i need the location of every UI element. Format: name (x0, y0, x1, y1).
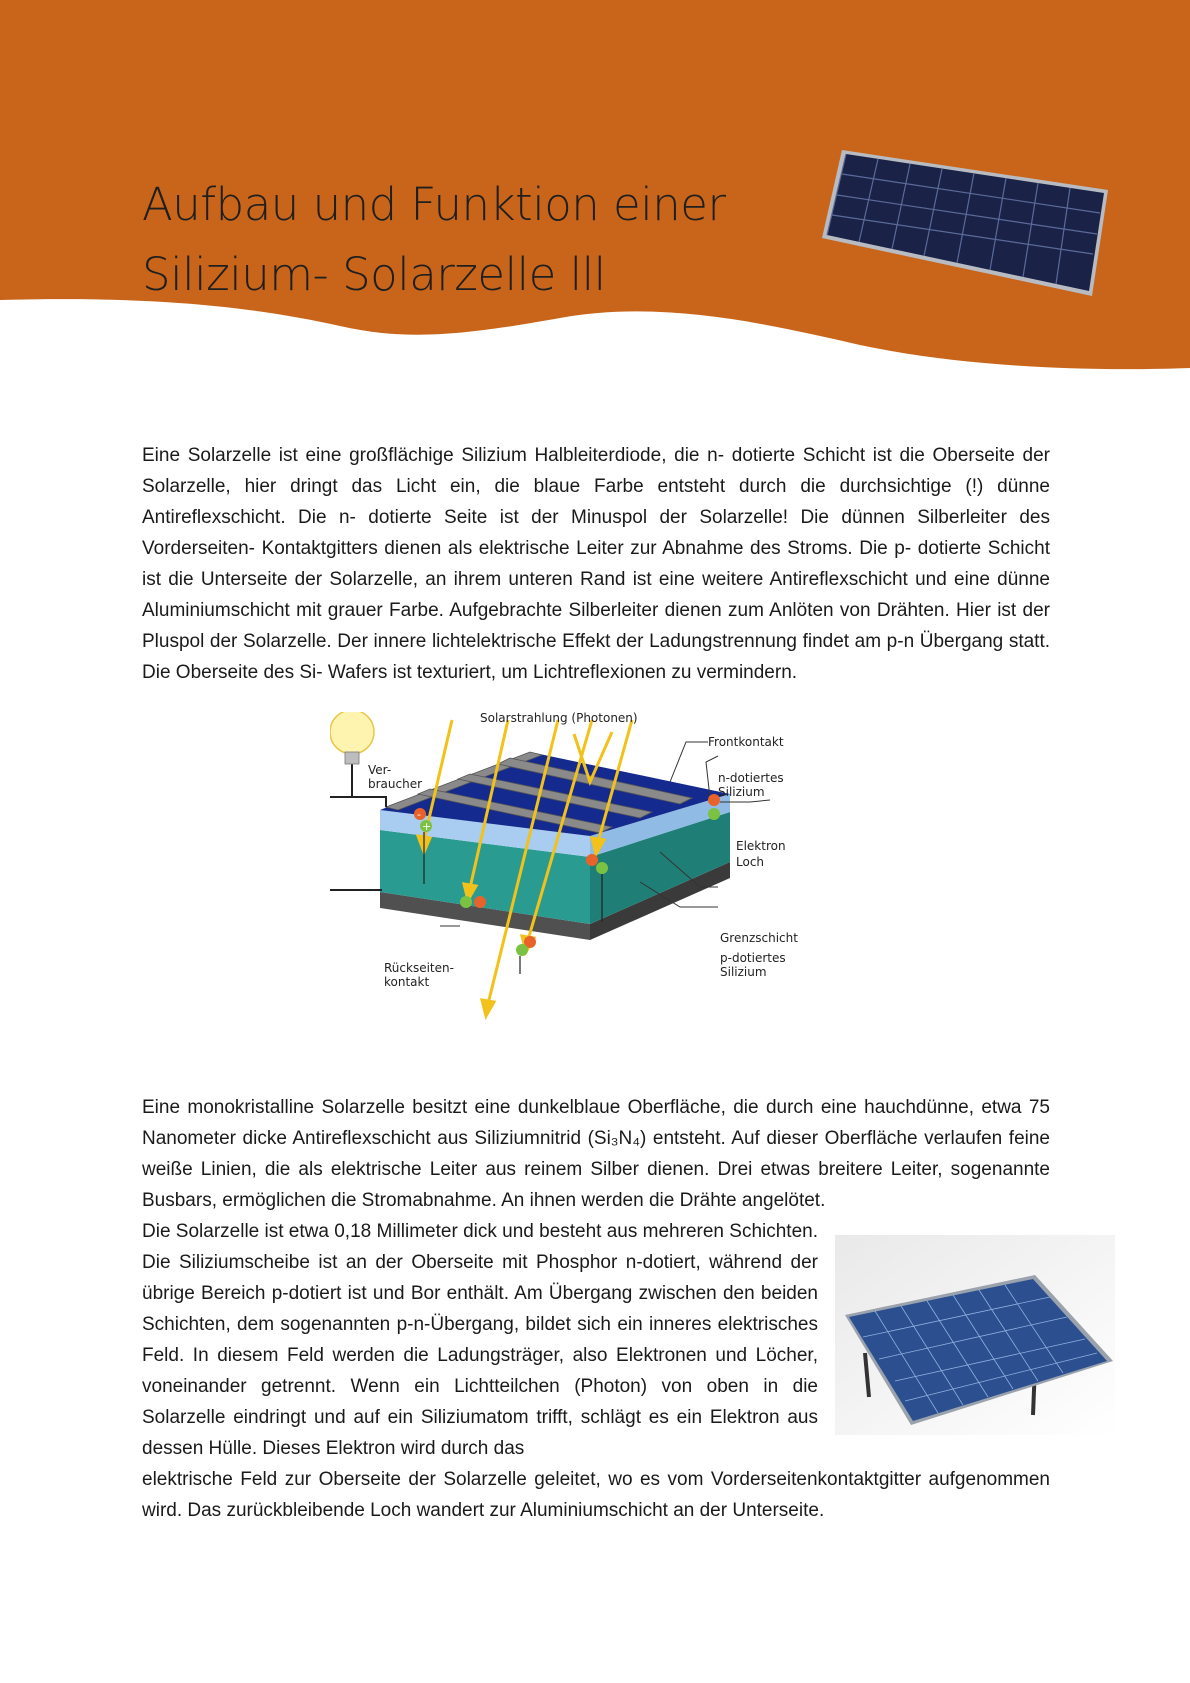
label-hole: Loch (736, 855, 765, 869)
hole-icon-2 (460, 896, 472, 908)
label-radiation: Solarstrahlung (Photonen) (480, 712, 638, 725)
label-p-doped-2: Silizium (720, 965, 767, 979)
bulb-socket (345, 752, 359, 764)
hole-sign: + (422, 820, 432, 833)
bulb-icon (330, 712, 374, 754)
solar-panel-stand-image (835, 1235, 1115, 1435)
label-boundary: Grenzschicht (720, 931, 798, 945)
solar-panel-image (818, 148, 1118, 298)
label-back-contact-1: Rückseiten- (384, 961, 454, 975)
monocrystalline-paragraph: Eine monokristalline Solarzelle besitzt eine dunkelblaue Oberfläche, die durch eine hauchdünne, etwa 75 Nanometer dicke Antireflexschicht aus Siliziumnitrid (Si₃N₄) entsteht. Auf dieser Oberfläche verlaufen feine weiße Linien, die als elektrische Leiter aus reinem Silber dienen. Drei etwas breitere Leiter, sogenannte Busbars, ermöglichen die Stromabnahme. An ihnen werden die Drähte angelötet. (142, 1097, 1050, 1211)
label-n-doped-1: n-dotiertes (718, 771, 784, 785)
consumer-wire (330, 797, 386, 890)
label-electron: Elektron (736, 839, 786, 853)
legend-hole-icon (708, 808, 720, 820)
label-back-contact-2: kontakt (384, 975, 430, 989)
solar-cell-diagram (330, 712, 860, 1020)
label-p-doped-1: p-dotiertes (720, 951, 786, 965)
electron-sign: - (417, 808, 421, 821)
label-n-doped-2: Silizium (718, 785, 765, 799)
label-consumer-2: braucher (368, 777, 423, 791)
layers-paragraph: Die Solarzelle ist etwa 0,18 Millimeter dick und besteht aus mehreren Schichten. Die Siliziumscheibe ist an der Oberseite mit Phosphor n-dotiert, während der übrige Bereich p-dotiert ist und Bor enthält. Am Übergang zwischen den beiden Schichten, dem sogenannten p-n-Übergang, bildet sich ein inneres elektrisches Feld. In diesem Feld werden die Ladungsträger, also Elektronen und Löcher, voneinander getrennt. Wenn ein Lichtteilchen (Photon) von oben in die Solarzelle eindringt und auf ein Siliziumatom trifft, schlägt es ein Elektron aus dessen Hülle. Dieses Elektron wird durch das (142, 1221, 818, 1459)
page-title (142, 170, 725, 310)
front-contact-leader (670, 742, 708, 782)
hole-icon-4 (596, 862, 608, 874)
electron-icon-2 (474, 896, 486, 908)
intro-paragraph: Eine Solarzelle ist eine großflächige Silizium Halbleiterdiode, die n- dotierte Schicht ist die Oberseite der Solarzelle, hier dringt das Licht ein, die blaue Farbe entsteht durch die durchsichtige (!) dünne Antireflexschicht. Die n- dotierte Seite ist der Minuspol der Solarzelle! Die dünnen Silberleiter des Vorderseiten- Kontaktgitters dienen als elektrische Leiter zur Abnahme des Stroms. Die p- dotierte Schicht ist die Unterseite der Solarzelle, an ihrem unteren Rand ist eine weitere Antireflexschicht und eine dünne Aluminiumschicht mit grauer Farbe. Aufgebrachte Silberleiter dienen zum Anlöten von Drähten. Hier ist der Pluspol der Solarzelle. Der innere lichtelektrische Effekt der Ladungstrennung findet am p-n Übergang statt. Die Oberseite des Si- Wafers ist texturiert, um Lichtreflexionen zu vermindern. (142, 445, 1050, 683)
title-line-2: Silizium- Solarzelle lll (142, 248, 606, 301)
title-line-1: Aufbau und Funktion einer (142, 178, 726, 231)
label-consumer-1: Ver- (368, 763, 392, 777)
electron-icon-4 (586, 854, 598, 866)
closing-paragraph: elektrische Feld zur Oberseite der Solarzelle geleitet, wo es vom Vorderseitenkontaktgitter aufgenommen wird. Das zurückbleibende Loch wandert zur Aluminiumschicht an der Unterseite. (142, 1469, 1050, 1521)
hole-icon-3 (516, 944, 528, 956)
label-front-contact: Frontkontakt (708, 735, 784, 749)
